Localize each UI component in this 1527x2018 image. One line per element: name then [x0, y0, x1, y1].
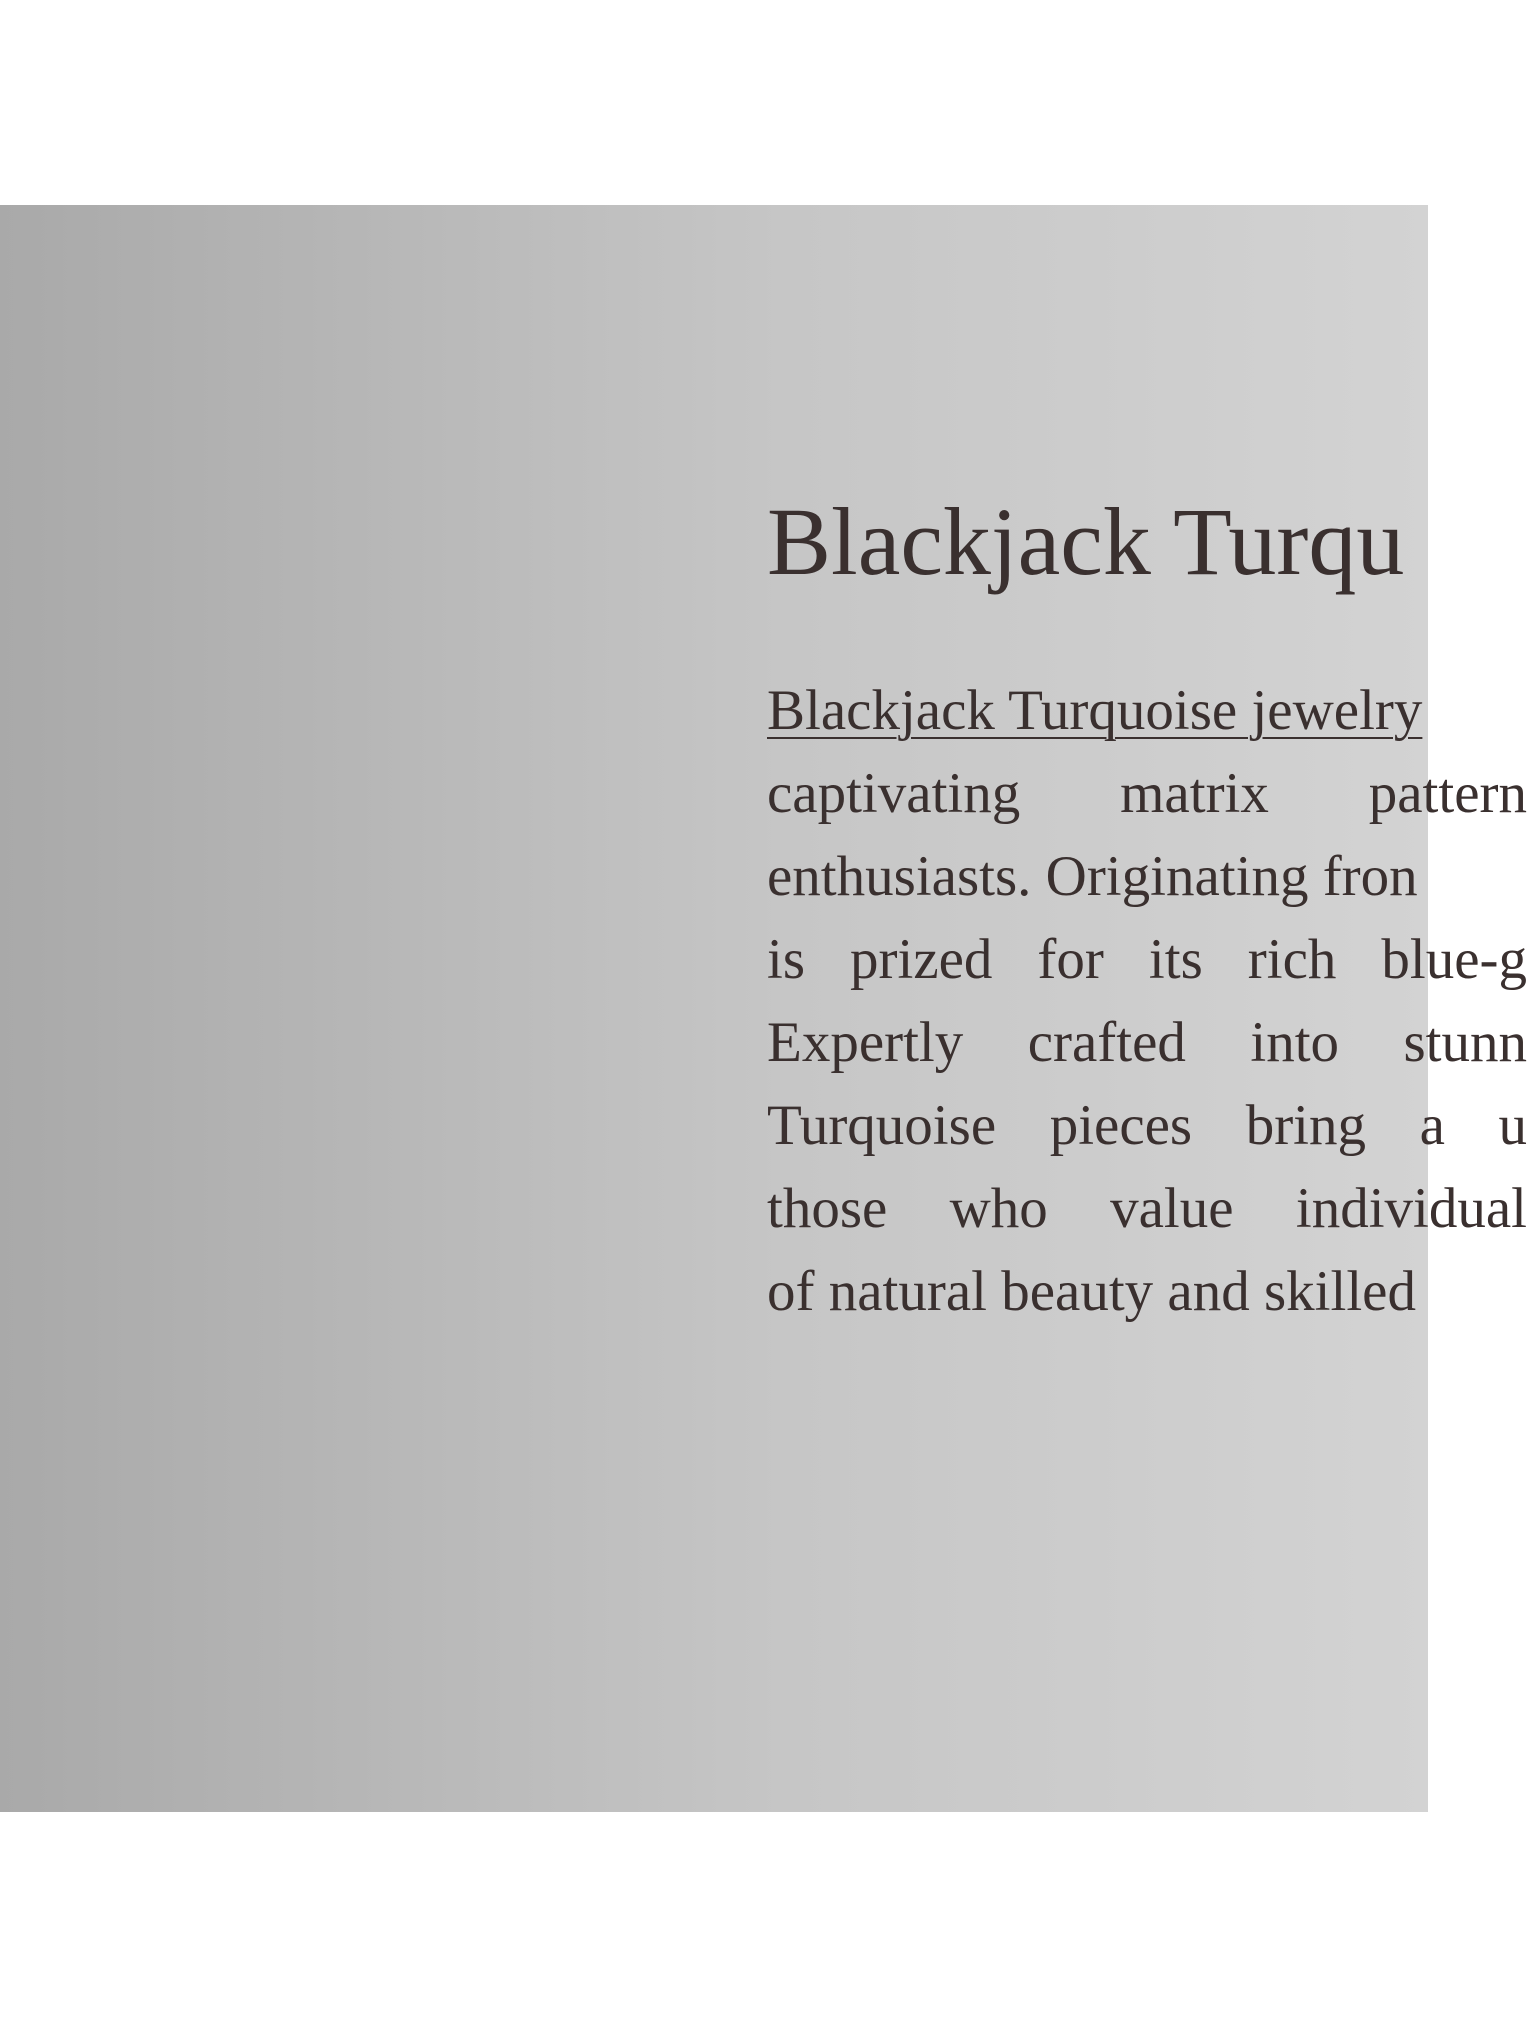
- page-title: Blackjack Turqu: [767, 488, 1405, 595]
- body-line-1: [767, 676, 1527, 746]
- body-line-8: of natural beauty and skilled: [767, 1260, 1416, 1323]
- body-line-4: is prized for its rich blue-g: [767, 928, 1527, 991]
- body-line-6: Turquoise pieces bring a u: [767, 1094, 1527, 1157]
- body-line-3: enthusiasts. Originating fron: [767, 845, 1418, 908]
- gradient-banner: [0, 205, 1527, 1812]
- product-link[interactable]: Blackjack Turquoise jewelry: [767, 679, 1423, 742]
- body-line-5: Expertly crafted into stunn: [767, 1011, 1527, 1074]
- body-line-2: captivating matrix pattern: [767, 762, 1527, 825]
- body-line-7: those who value individual: [767, 1177, 1527, 1240]
